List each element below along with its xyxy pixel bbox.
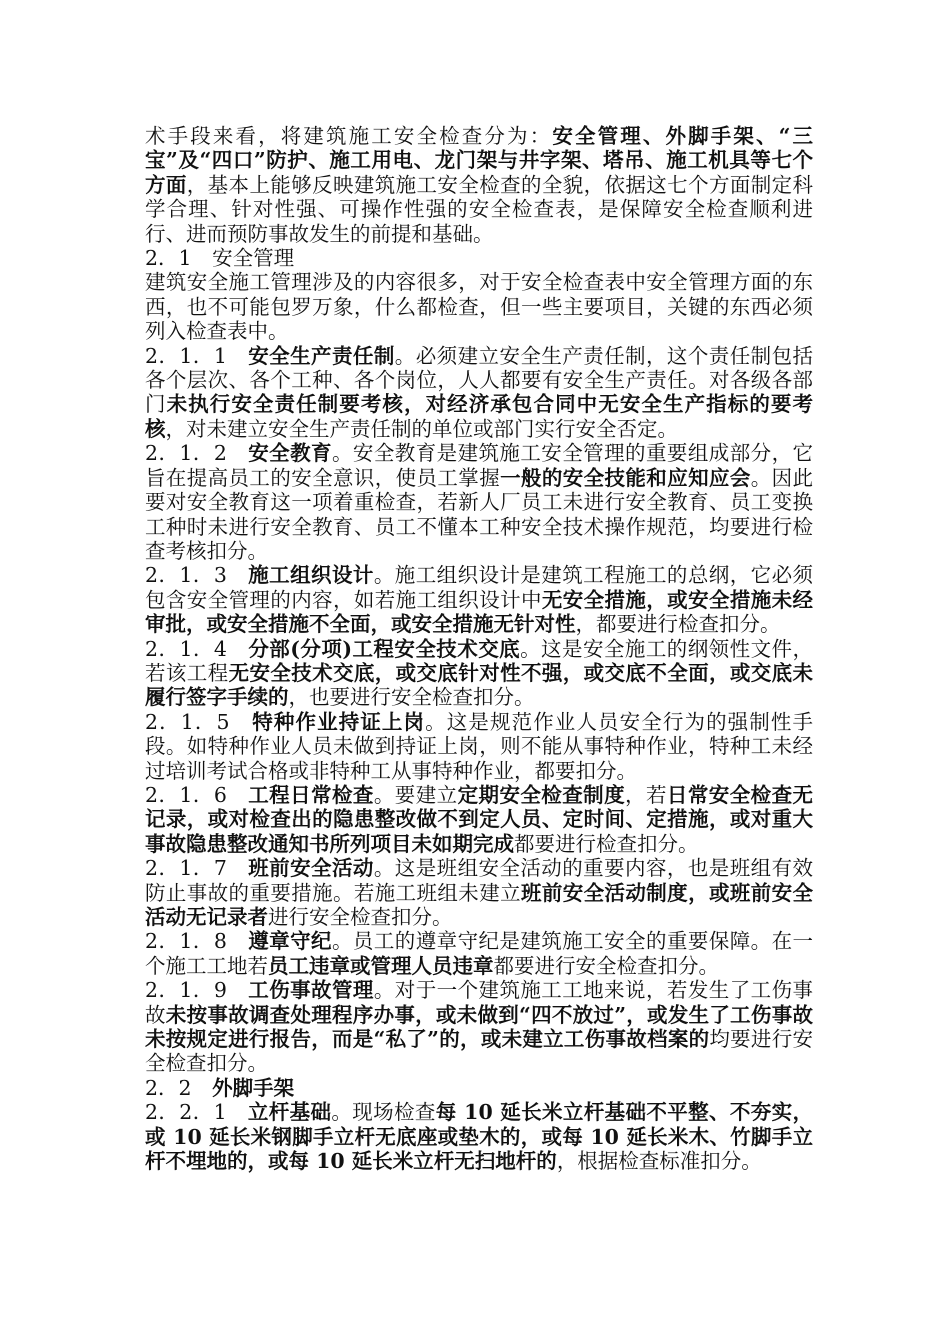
text-run: 。现场检查 (331, 1100, 436, 1125)
bold-text-run: 班前安全活动制度，或班前安全活动无记录者 (145, 880, 814, 929)
bold-text-run: 未按事故调查处理程序办事，或未做到“四不放过”，或发生了工伤事故未按规定进行报告，而是“私了”的，或未建立工伤事故档案的 (145, 1002, 813, 1052)
text-run: ，对未建立安全生产责任制的单位或部门实行安全否定。 (165, 416, 678, 441)
text-run: 。对于一个建筑施工工地来说，若发生了工伤事故 (145, 978, 814, 1027)
text-run: 2．1．9 (145, 978, 249, 1003)
text-run: 。这是规范作业人员安全行为的强制性手段。如特种作业人员未做到持证上岗，则不能从事特种作业，特种工未经过培训考试合格或非特种工从事特种作业，都要扣分。 (145, 709, 813, 783)
section-heading (145, 1076, 813, 1100)
text-run: 2．2．1 (145, 1100, 248, 1125)
bold-text-run: 未执行安全责任制要考核，对经济承包合同中无安全生产指标的要考核 (145, 392, 814, 441)
text-run: 都要进行检查扣分。 (514, 831, 699, 856)
text-run: 2．1．5 (145, 709, 253, 734)
text-run: 2．1．4 (145, 636, 249, 661)
text-run: 2．1．1 (145, 343, 249, 368)
text-run: 术手段来看，将建筑施工安全检查分为： (145, 124, 553, 148)
bold-text-run: 安全管理、外脚手架、“三宝”及“四口”防护、施工用电、龙门架与井字架、塔吊、施工机具等七个方面 (145, 124, 814, 197)
bold-text-run: 外脚手架 (212, 1075, 295, 1100)
text-run: 。要建立 (373, 782, 458, 807)
bold-text-run: 员工违章或管理人员违章 (268, 953, 494, 978)
document-body (145, 124, 813, 1173)
paragraph (145, 270, 813, 343)
bold-text-run: 安全生产责任制 (248, 343, 395, 368)
text-run: ，也要进行安全检查扣分。 (288, 685, 535, 710)
text-run: 2．1 安全管理 (145, 246, 295, 271)
paragraph (145, 710, 813, 783)
paragraph (145, 344, 813, 442)
bold-text-run: 分部(分项)工程安全技术交底 (248, 636, 521, 661)
bold-text-run: 每 10 延长米立杆基础不平整、不夯实，或 10 延长米钢脚手立杆无底座或垫木的，或每 10 延长米木、竹脚手立杆不埋地的，或每 10 延长米立杆无扫地杆的 (145, 1100, 813, 1174)
paragraph (145, 856, 813, 929)
paragraph (145, 978, 813, 1076)
text-run: 进行安全检查扣分。 (268, 905, 453, 929)
bold-text-run: 无安全措施，或安全措施未经审批，或安全措施不全面，或安全措施无针对性 (145, 587, 814, 637)
paragraph (145, 1100, 813, 1173)
bold-text-run: 无安全技术交底，或交底针对性不强，或交底不全面，或交底未履行签字手续的 (145, 660, 814, 710)
text-run: 都要进行安全检查扣分。 (493, 953, 719, 978)
text-run: 2．1．7 (145, 856, 249, 881)
bold-text-run: 一般的安全技能和应知应会 (500, 465, 751, 490)
paragraph (145, 563, 813, 636)
text-run: ，若 (625, 782, 667, 807)
paragraph (145, 929, 813, 978)
text-run: 。安全教育是建筑施工安全管理的重要组成部分，它旨在提高员工的安全意识，使员工掌握 (145, 441, 813, 490)
text-run: 。员工的遵章守纪是建筑施工安全的重要保障。在一个施工工地若 (145, 929, 813, 978)
text-run: ，根据检查标准扣分。 (556, 1149, 762, 1174)
text-run: 2．2 (145, 1075, 213, 1100)
text-run: 。因此要对安全教育这一项着重检查，若新人厂员工未进行安全教育、员工变换工种时未进行安全教育、员工不懂本工种安全技术操作规范，均要进行检查考核扣分。 (145, 465, 814, 563)
text-run: 2．1．3 (145, 563, 249, 588)
text-run: 均要进行安全检查扣分。 (145, 1027, 813, 1076)
text-run: 。这是班组安全活动的重要内容，也是班组有效防止事故的重要措施。若施工班组未建立 (145, 856, 814, 905)
bold-text-run: 立杆基础 (247, 1100, 332, 1125)
text-run: 2．1．2 (145, 441, 249, 466)
text-run: 2．1．8 (145, 929, 249, 954)
paragraph (145, 441, 813, 563)
paragraph (145, 124, 813, 246)
bold-text-run: 班前安全活动 (248, 856, 374, 881)
text-run: 建筑安全施工管理涉及的内容很多，对于安全检查表中安全管理方面的东西，也不可能包罗万象，什么都检查，但一些主要项目，关键的东西必须列入检查表中。 (145, 270, 813, 344)
paragraph (145, 783, 813, 856)
text-run: 。必须建立安全生产责任制，这个责任制包括各个层次、各个工种、各个岗位，人人都要有安全生产责任。对各级各部门 (145, 343, 814, 417)
text-run: 。这是安全施工的纲领性文件，若该工程 (145, 636, 813, 685)
bold-text-run: 遵章守纪 (248, 929, 332, 954)
text-run: ，基本上能够反映建筑施工安全检查的全貌，依据这七个方面制定科学合理、针对性强、可操作性强的安全检查表，是保障安全检查顺利进行、进而预防事故发生的前提和基础。 (145, 172, 814, 246)
bold-text-run: 工程日常检查 (248, 782, 374, 807)
bold-text-run: 工伤事故管理 (248, 978, 374, 1003)
section-heading (145, 246, 813, 270)
text-run: 。施工组织设计是建筑工程施工的总纲，它必须包含安全管理的内容，如若施工组织设计中 (145, 563, 814, 612)
bold-text-run: 日常安全检查无记录，或对检查出的隐患整改做不到定人员、定时间、定措施，或对重大事故隐患整改通知书所列项目未如期完成 (145, 782, 814, 856)
bold-text-run: 定期安全检查制度 (457, 782, 626, 807)
paragraph (145, 637, 813, 710)
bold-text-run: 特种作业持证上岗 (252, 709, 426, 734)
text-run: ，都要进行检查扣分。 (575, 612, 781, 637)
bold-text-run: 安全教育 (248, 441, 332, 466)
text-run: 2．1．6 (145, 782, 249, 807)
bold-text-run: 施工组织设计 (248, 563, 374, 588)
